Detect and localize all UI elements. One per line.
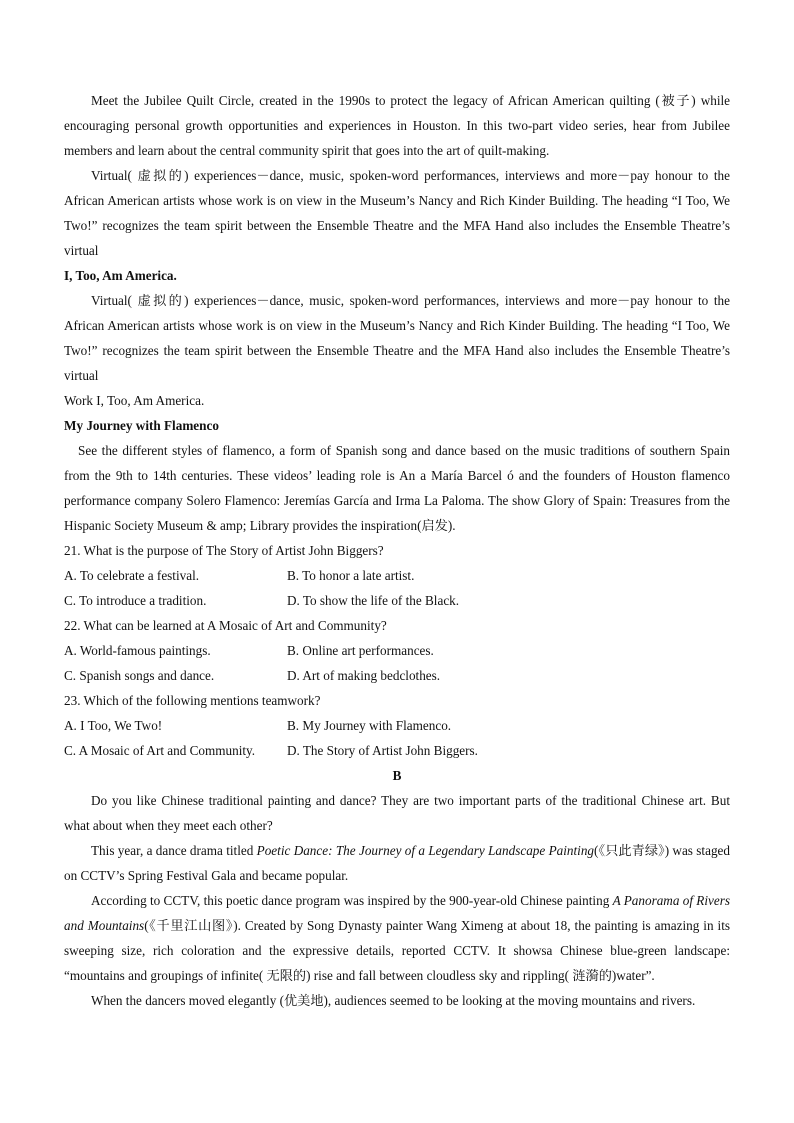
- question-21: [64, 538, 730, 613]
- text: According to CCTV, this poetic dance program was inspired by the 900-year-old Chinese painting: [91, 893, 613, 908]
- paragraph: Virtual( 虚拟的) experiences－dance, music, spoken-word performances, interviews and more－pay honour to the African American artists whose work is on view in the Museum’s Nancy and Rich Kinder Building. The heading “I Too, We Two!” recognizes the team spirit between the Ensemble Theatre and the MFA Hand also includes the Ensemble Theatre’s virtual: [64, 293, 730, 383]
- option-d: D. Art of making bedclothes.: [287, 668, 441, 683]
- paragraph: Virtual( 虚拟的) experiences－dance, music, spoken-word performances, interviews and more－pay honour to the African American artists whose work is on view in the Museum’s Nancy and Rich Kinder Building. The heading “I Too, We Two!” recognizes the team spirit between the Ensemble Theatre and the MFA Hand also includes the Ensemble Theatre’s virtual: [64, 168, 730, 258]
- option-d: D. To show the life of the Black.: [287, 593, 460, 608]
- question-stem: 22. What can be learned at A Mosaic of Art and Community?: [64, 618, 387, 633]
- question-23: [64, 688, 730, 763]
- option-b: B. To honor a late artist.: [287, 568, 415, 583]
- title-italic: A Panorama of Rivers and Mountains: [64, 893, 730, 933]
- option-b: B. My Journey with Flamenco.: [287, 718, 452, 733]
- option-c: C. Spanish songs and dance.: [64, 668, 215, 683]
- paragraph: [64, 838, 730, 888]
- paragraph: Do you like Chinese traditional painting and dance? They are two important parts of the traditional Chinese art. But what about when they meet each other?: [64, 793, 730, 833]
- paragraph: Work I, Too, Am America.: [64, 393, 205, 408]
- option-a: A. To celebrate a festival.: [64, 568, 200, 583]
- section-heading: My Journey with Flamenco: [64, 418, 219, 433]
- option-a: A. I Too, We Two!: [64, 718, 163, 733]
- question-stem: 21. What is the purpose of The Story of Artist John Biggers?: [64, 543, 384, 558]
- text: (《只此青绿》) was staged on CCTV’s Spring Festival Gala and became popular.: [64, 843, 730, 883]
- paragraph: See the different styles of flamenco, a form of Spanish song and dance based on the music traditions of southern Spain from the 9th to 14th centuries. These videos’ leading role is An a María Barcel ó and the founders of Houston flamenco performance company Solero Flamenco: Jeremías García and Irma La Paloma. The show Glory of Spain: Treasures from the Hispanic Society Museum & amp; Library provides the inspiration(启发).: [64, 443, 730, 533]
- passage-label: B: [392, 768, 402, 783]
- option-b: B. Online art performances.: [287, 643, 434, 658]
- document-page: [64, 88, 730, 1013]
- text: (《千里江山图》). Created by Song Dynasty painter Wang Ximeng at about 18, the painting is amazing in its sweeping size, rich coloration and the expressive details, reported CCTV. It showsa Chinese blue-green landscape: “mountains and groupings of infinite( 无限的) rise and fall between cloudless sky and rippling( 涟漪的)water”.: [64, 918, 730, 983]
- section-heading: I, Too, Am America.: [64, 268, 177, 283]
- option-c: C. To introduce a tradition.: [64, 593, 207, 608]
- question-stem: 23. Which of the following mentions teamwork?: [64, 693, 321, 708]
- paragraph: Meet the Jubilee Quilt Circle, created in the 1990s to protect the legacy of African American quilting (被子) while encouraging personal growth opportunities and experiences in Houston. In this two-part video series, hear from Jubilee members and learn about the central community spirit that goes into the art of quilt-making.: [64, 93, 730, 158]
- paragraph: [64, 888, 730, 988]
- option-a: A. World-famous paintings.: [64, 643, 211, 658]
- question-22: [64, 613, 730, 688]
- paragraph: When the dancers moved elegantly (优美地), audiences seemed to be looking at the moving mountains and rivers.: [91, 993, 696, 1008]
- text: This year, a dance drama titled: [91, 843, 257, 858]
- option-c: C. A Mosaic of Art and Community.: [64, 743, 256, 758]
- option-d: D. The Story of Artist John Biggers.: [287, 743, 478, 758]
- title-italic: Poetic Dance: The Journey of a Legendary Landscape Painting: [256, 843, 595, 858]
